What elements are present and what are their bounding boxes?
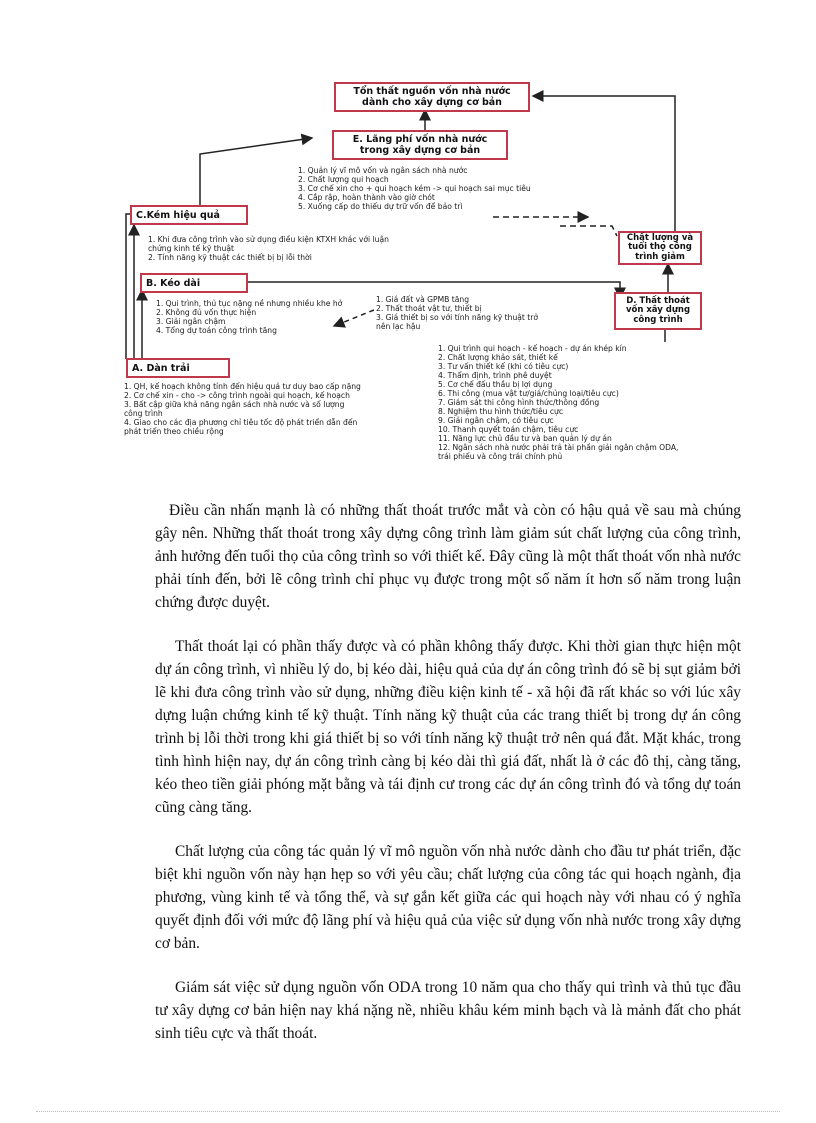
d-items-list (438, 344, 688, 461)
e-waste-box (332, 130, 508, 160)
paragraph: Thất thoát lại có phần thấy được và có phần không thấy được. Khi thời gian thực hiện một dự án công trình, vì nhiều lý do, bị kéo dài, hiệu quả của dự án công trình đó sẽ bị sụt giảm bởi lẽ khi đưa công trình vào sử dụng, những điều kiện kinh tế - xã hội đã rất khác so với lúc xây dựng luận chứng kinh tế kỹ thuật. Tính năng kỹ thuật của các trang thiết bị trong dự án công trình bị lỗi thời trong khi giá thiết bị so với tính năng kỹ thuật trở nên quá đắt. Mặt khác, trong tình hình hiện nay, dự án công trình càng bị kéo dài thì giá đất, nhất là ở các đô thị, càng tăng, kéo theo tiền giải phóng mặt bằng và tái định cư trong các dự án công trình đó và tổng dự toán cũng càng tăng. (155, 638, 741, 816)
list-item: 1. Quản lý vĩ mô vốn và ngân sách nhà nước (298, 166, 468, 175)
arrow-right-to-top (533, 96, 675, 234)
list-item: 1. Qui trình qui hoạch - kế hoạch - dự án khép kín (438, 344, 627, 353)
list-item: 7. Giám sát thi công hình thức/thông đồng (438, 398, 600, 407)
list-item: 4. Tổng dự toán công trình tăng (156, 326, 277, 335)
a-spread-box (126, 358, 230, 378)
list-item: 2. Chất lượng qui hoạch (298, 175, 389, 184)
a-items-list (124, 382, 368, 436)
list-item: 5. Xuống cấp do thiếu dự trữ vốn để bảo trì (298, 202, 463, 211)
arrow-c-to-e (200, 138, 312, 206)
b-delay-label: B. Kéo dài (146, 277, 201, 289)
e-waste-label: E. Lãng phí vốn nhà nước trong xây dựng cơ bản (352, 134, 488, 156)
total-loss-label: Tổn thất nguồn vốn nhà nước dành cho xây dựng cơ bản (353, 86, 511, 108)
list-item: 3. Bất cập giữa khả năng ngân sách nhà nước và số lượng công trình (124, 400, 345, 418)
list-item: 3. Cơ chế xin cho + qui hoạch kém -> qui hoạch sai mục tiêu (298, 184, 531, 193)
loss-flow-diagram (120, 74, 694, 494)
list-item: 1. Khi đưa công trình vào sử dụng điều kiện KTXH khác với luận chứng kinh tế kỹ thuật (148, 235, 389, 253)
list-item: 1. Giá đất và GPMB tăng (376, 295, 470, 304)
list-item: 3. Giải ngân chậm (156, 317, 226, 326)
body-text (155, 499, 741, 1066)
list-item: 2. Không đủ vốn thực hiện (156, 308, 257, 317)
a-spread-label: A. Dàn trải (132, 362, 190, 374)
quality-lifetime-box (618, 231, 702, 265)
list-item: 6. Thi công (mua vật tư/giá/chủng loại/tiêu cực) (438, 389, 619, 398)
list-item: 1. QH, kế hoạch không tính đến hiệu quả tư duy bao cấp nặng (124, 382, 361, 391)
paragraph: Giám sát việc sử dụng nguồn vốn ODA trong 10 năm qua cho thấy qui trình và thủ tục đầu tư xây dựng cơ bản hiện nay khá nặng nề, nhiều khâu kém minh bạch và là mảnh đất cho phát sinh tiêu cực và thất thoát. (155, 979, 741, 1042)
d-capital-loss-box (614, 292, 702, 330)
total-loss-box (334, 82, 530, 112)
list-item: 2. Chất lượng khảo sát, thiết kế (438, 353, 558, 362)
list-item: 1. Qui trình, thủ tục nặng nề nhưng nhiều khe hở (156, 299, 343, 308)
list-item: 4. Cắp rập, hoàn thành vào giờ chót (298, 193, 435, 202)
list-item: 10. Thanh quyết toán chậm, tiêu cực (438, 425, 579, 434)
list-item: 12. Ngân sách nhà nước phải trả tài phần giải ngân chậm ODA, trái phiếu và công trái chính phủ (438, 443, 679, 461)
c-inefficiency-box (130, 205, 248, 225)
list-item: 4. Giao cho các địa phương chỉ tiêu tốc độ phát triển dẫn đến phát triển theo chiều rộng (124, 418, 358, 436)
d-capital-loss-label: D. Thất thoát vốn xây dựng công trình (625, 295, 691, 325)
b-items-list (156, 299, 356, 335)
mid-items-list (376, 295, 556, 331)
list-item: 2. Thất thoát vật tư, thiết bị (376, 304, 482, 313)
list-item: 11. Năng lực chủ đầu tư và ban quản lý dự án (438, 434, 612, 443)
list-item: 3. Giá thiết bị so với tính năng kỹ thuật trở nên lạc hậu (376, 313, 539, 331)
list-item: 2. Tính năng kỹ thuật các thiết bị bị lỗi thời (148, 253, 312, 262)
list-item: 2. Cơ chế xin - cho -> công trình ngoài qui hoạch, kế hoạch (124, 391, 350, 400)
list-item: 5. Cơ chế đấu thầu bị lợi dụng (438, 380, 553, 389)
c-items-list (148, 235, 408, 262)
list-item: 3. Tư vấn thiết kế (khi có tiêu cực) (438, 362, 569, 371)
e-items-list (298, 166, 598, 211)
dashed-arrow-e5 (560, 226, 617, 236)
quality-lifetime-label: Chất lượng và tuổi thọ công trình giảm (626, 232, 694, 262)
list-item: 9. Giải ngân chậm, có tiêu cực (438, 416, 554, 425)
list-item: 8. Nghiệm thu hình thức/tiêu cực (438, 407, 564, 416)
b-delay-box (140, 273, 248, 293)
paragraph: Điều cần nhấn mạnh là có những thất thoát trước mắt và còn có hậu quả về sau mà chúng gây nên. Những thất thoát trong xây dựng công trình làm giảm sút chất lượng của công trình, ảnh hưởng đến tuổi thọ của công trình so với thiết kế. Đây cũng là một thất thoát vốn nhà nước phải tính đến, bởi lẽ công trình chỉ phục vụ được trong một số năm ít hơn số năm trong luận chứng được duyệt. (155, 502, 741, 611)
paragraph: Chất lượng của công tác quản lý vĩ mô nguồn vốn nhà nước dành cho đầu tư phát triển, đặc biệt khi nguồn vốn này hạn hẹp so với yêu cầu; chất lượng của công tác qui hoạch ngành, địa phương, vùng kinh tế và tổng thể, và sự gắn kết giữa các qui hoạch này với nhau có ý nghĩa quyết định đối với mức độ lãng phí và hiệu quả của việc sử dụng vốn nhà nước trong xây dựng cơ bản. (155, 843, 741, 952)
page-bottom-rule (36, 1111, 780, 1112)
c-inefficiency-label: C.Kém hiệu quả (136, 209, 220, 221)
list-item: 4. Thẩm định, trình phê duyệt (438, 371, 552, 380)
